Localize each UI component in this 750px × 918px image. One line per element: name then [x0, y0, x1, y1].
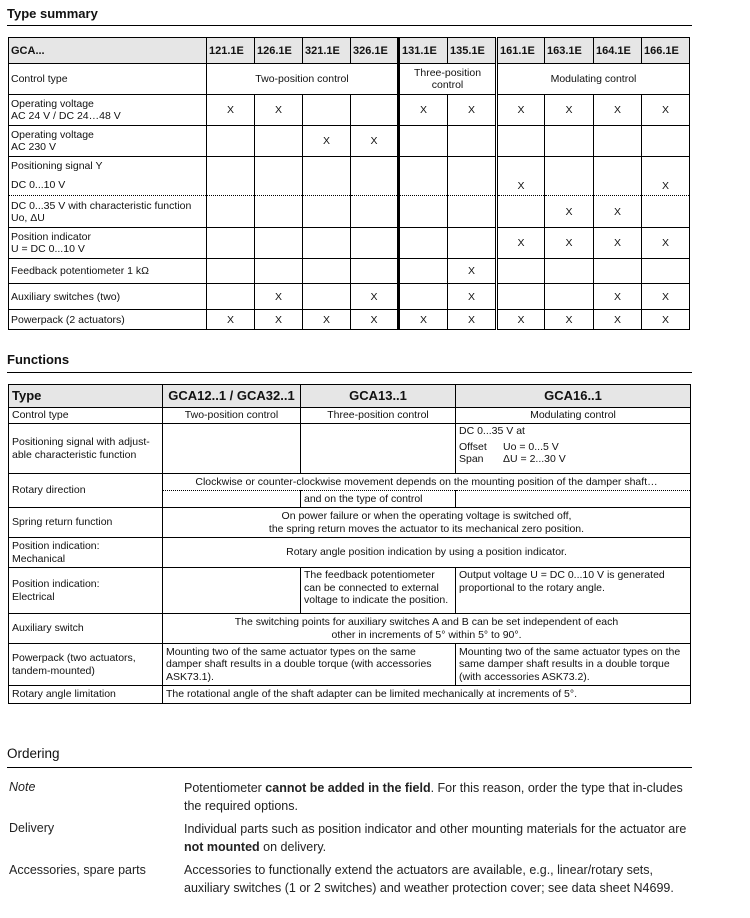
mark-cell [399, 259, 448, 284]
delivery-text: Individual parts such as position indicator and other mounting materials for the actuator are not mounted on delivery. [184, 822, 687, 854]
row-label: Auxiliary switches (two) [9, 284, 207, 310]
mark-cell [642, 259, 690, 284]
row-label: Position indication: Electrical [9, 568, 163, 614]
mark-cell [351, 157, 399, 196]
mark-cell [448, 196, 497, 228]
model-header-gca13: GCA13..1 [301, 385, 456, 408]
mark-cell: X [399, 310, 448, 330]
offset-label: Offset [459, 440, 487, 453]
mark-cell: X [497, 228, 545, 259]
mark-cell [303, 157, 351, 196]
mark-cell: X [594, 196, 642, 228]
table-row [9, 644, 691, 686]
cell: and on the type of control [301, 491, 456, 508]
table-row [9, 126, 690, 157]
mark-cell: X [642, 284, 690, 310]
cell: The feedback potentiometer can be connected to external voltage to indicate the position. [301, 568, 456, 614]
delivery-label: Delivery [9, 821, 55, 835]
span-value: ΔU = 2...30 V [503, 453, 566, 465]
mark-cell [303, 284, 351, 310]
mark-cell [255, 157, 303, 196]
functions-rule [7, 372, 692, 373]
cell: On power failure or when the operating voltage is switched off, the spring return moves the actuator to its mechanical zero position. [163, 508, 691, 538]
cell: Mounting two of the same actuator types on the same damper shaft results in a double torque (with accessories ASK73.2). [456, 644, 691, 686]
mark-cell [207, 259, 255, 284]
mark-cell: X [303, 310, 351, 330]
table-row [9, 614, 691, 644]
mark-cell [303, 196, 351, 228]
mark-cell [255, 196, 303, 228]
row-label: Rotary direction [9, 474, 163, 508]
mark-cell [594, 126, 642, 157]
signal-line: DC 0...35 V at [459, 425, 525, 437]
model-header: 121.1E [207, 38, 255, 64]
mark-cell: X [351, 126, 399, 157]
cell: Output voltage U = DC 0...10 V is generated proportional to the rotary angle. [456, 568, 691, 614]
mark-cell [545, 259, 594, 284]
mark-cell: X [448, 95, 497, 126]
mark-cell [303, 95, 351, 126]
table-row [9, 284, 690, 310]
mark-cell: X [642, 95, 690, 126]
mark-cell [399, 157, 448, 196]
mark-cell [351, 228, 399, 259]
type-summary-title: Type summary [7, 6, 98, 21]
mark-cell: X [545, 228, 594, 259]
mark-cell [642, 126, 690, 157]
cell: The switching points for auxiliary switches A and B can be set independent of each other in increments of 5° within 5° to 90°. [163, 614, 691, 644]
row-label: Control type [9, 64, 207, 95]
mark-cell [642, 196, 690, 228]
model-header: 326.1E [351, 38, 399, 64]
mark-cell: X [399, 95, 448, 126]
control-group-two-position: Two-position control [207, 64, 399, 95]
mark-cell: X [594, 310, 642, 330]
accessories-label: Accessories, spare parts [9, 863, 146, 877]
mark-cell [207, 284, 255, 310]
row-label: Operating voltage AC 24 V / DC 24…48 V [9, 95, 207, 126]
mark-cell: X [497, 310, 545, 330]
mark-cell [399, 126, 448, 157]
table-row [9, 228, 690, 259]
note-text: Potentiometer cannot be added in the field. For this reason, order the type that in-cludes the required options. [184, 781, 683, 813]
model-header: 135.1E [448, 38, 497, 64]
type-summary-rule [7, 25, 692, 26]
table-row [9, 424, 691, 474]
row-label: Positioning signal with adjust-able characteristic function [9, 424, 163, 474]
mark-cell [545, 284, 594, 310]
model-header-gca12-32: GCA12..1 / GCA32..1 [163, 385, 301, 408]
mark-cell: X [207, 95, 255, 126]
mark-cell [448, 126, 497, 157]
model-header: 163.1E [545, 38, 594, 64]
row-label: Powerpack (2 actuators) [9, 310, 207, 330]
mark-cell [497, 196, 545, 228]
mark-cell [351, 196, 399, 228]
type-header: Type [9, 385, 163, 408]
table-row [9, 196, 690, 228]
ordering-title: Ordering [7, 746, 60, 761]
cell [456, 424, 691, 474]
accessories-text: Accessories to functionally extend the actuators are available, e.g., linear/rotary sets, auxiliary switches (1 or 2 switches) and weather protection cover; see data sheet N4699. [184, 863, 674, 895]
mark-cell: X [545, 196, 594, 228]
row-label: Feedback potentiometer 1 kΩ [9, 259, 207, 284]
table-row [9, 95, 690, 126]
mark-cell [303, 228, 351, 259]
model-header-gca16: GCA16..1 [456, 385, 691, 408]
mark-cell: X [303, 126, 351, 157]
row-label: Position indicator U = DC 0...10 V [9, 228, 207, 259]
mark-cell: X [448, 284, 497, 310]
model-header: 166.1E [642, 38, 690, 64]
row-label: Control type [9, 408, 163, 424]
mark-cell: X [448, 310, 497, 330]
table-row [9, 157, 690, 196]
mark-cell [545, 157, 594, 196]
cell: Clockwise or counter-clockwise movement depends on the mounting position of the damper shaft… [163, 474, 691, 491]
functions-table [8, 384, 691, 704]
table-row [9, 310, 690, 330]
offset-value: Uo = 0...5 V [503, 440, 559, 453]
type-summary-table [8, 37, 690, 330]
mark-cell: X [594, 228, 642, 259]
mark-cell: X [207, 310, 255, 330]
table-row [9, 259, 690, 284]
mark-cell [399, 228, 448, 259]
mark-cell [399, 284, 448, 310]
mark-cell: X [594, 95, 642, 126]
table-row [9, 686, 691, 704]
control-group-three-position: Three-position control [399, 64, 497, 95]
span-label: Span [459, 453, 484, 465]
ordering-rule [7, 767, 692, 768]
row-label: Spring return function [9, 508, 163, 538]
cell: Rotary angle position indication by using a position indicator. [163, 538, 691, 568]
table-row [9, 408, 691, 424]
cell [163, 568, 301, 614]
row-label: Auxiliary switch [9, 614, 163, 644]
mark-cell [497, 259, 545, 284]
mark-cell [255, 126, 303, 157]
model-header: 131.1E [399, 38, 448, 64]
mark-cell: X [255, 310, 303, 330]
mark-cell [351, 95, 399, 126]
control-type-row [9, 64, 690, 95]
mark-cell: X [497, 157, 545, 196]
mark-cell [497, 126, 545, 157]
cell: Mounting two of the same actuator types on the same damper shaft results in a double torque (with accessories ASK73.1). [163, 644, 456, 686]
mark-cell: X [642, 310, 690, 330]
row-label: Operating voltage AC 230 V [9, 126, 207, 157]
table-row [9, 568, 691, 614]
cell [163, 491, 301, 508]
corner-label: GCA... [9, 38, 207, 64]
row-label: Position indication: Mechanical [9, 538, 163, 568]
mark-cell [545, 126, 594, 157]
model-header: 164.1E [594, 38, 642, 64]
model-header: 126.1E [255, 38, 303, 64]
note-label: Note [9, 780, 36, 794]
model-header: 321.1E [303, 38, 351, 64]
mark-cell [207, 126, 255, 157]
cell: Modulating control [456, 408, 691, 424]
table-row [9, 538, 691, 568]
mark-cell [207, 157, 255, 196]
mark-cell: X [545, 310, 594, 330]
cell: Two-position control [163, 408, 301, 424]
type-summary-header-row [9, 38, 690, 64]
mark-cell [594, 259, 642, 284]
mark-cell [303, 259, 351, 284]
table-row [9, 474, 691, 491]
row-label: Rotary angle limitation [9, 686, 163, 704]
functions-title: Functions [7, 352, 70, 367]
mark-cell [497, 284, 545, 310]
control-group-modulating: Modulating control [497, 64, 690, 95]
cell: The rotational angle of the shaft adapter can be limited mechanically at increments of 5°. [163, 686, 691, 704]
mark-cell: X [545, 95, 594, 126]
mark-cell: X [255, 95, 303, 126]
cell [163, 424, 301, 474]
cell [301, 424, 456, 474]
model-header: 161.1E [497, 38, 545, 64]
mark-cell [448, 228, 497, 259]
mark-cell [207, 228, 255, 259]
mark-cell: X [351, 310, 399, 330]
mark-cell [351, 259, 399, 284]
mark-cell: X [497, 95, 545, 126]
mark-cell [448, 157, 497, 196]
mark-cell: X [642, 157, 690, 196]
row-label: DC 0...35 V with characteristic function Uo, ΔU [9, 196, 207, 228]
mark-cell: X [448, 259, 497, 284]
row-label: Positioning signal Y DC 0...10 V [9, 157, 207, 196]
mark-cell: X [351, 284, 399, 310]
mark-cell [255, 259, 303, 284]
mark-cell [399, 196, 448, 228]
table-row [9, 508, 691, 538]
cell [456, 491, 691, 508]
mark-cell: X [594, 284, 642, 310]
mark-cell: X [255, 284, 303, 310]
row-label: Powerpack (two actuators, tandem-mounted) [9, 644, 163, 686]
mark-cell: X [642, 228, 690, 259]
mark-cell [207, 196, 255, 228]
mark-cell [255, 228, 303, 259]
cell: Three-position control [301, 408, 456, 424]
mark-cell [594, 157, 642, 196]
functions-header-row [9, 385, 691, 408]
